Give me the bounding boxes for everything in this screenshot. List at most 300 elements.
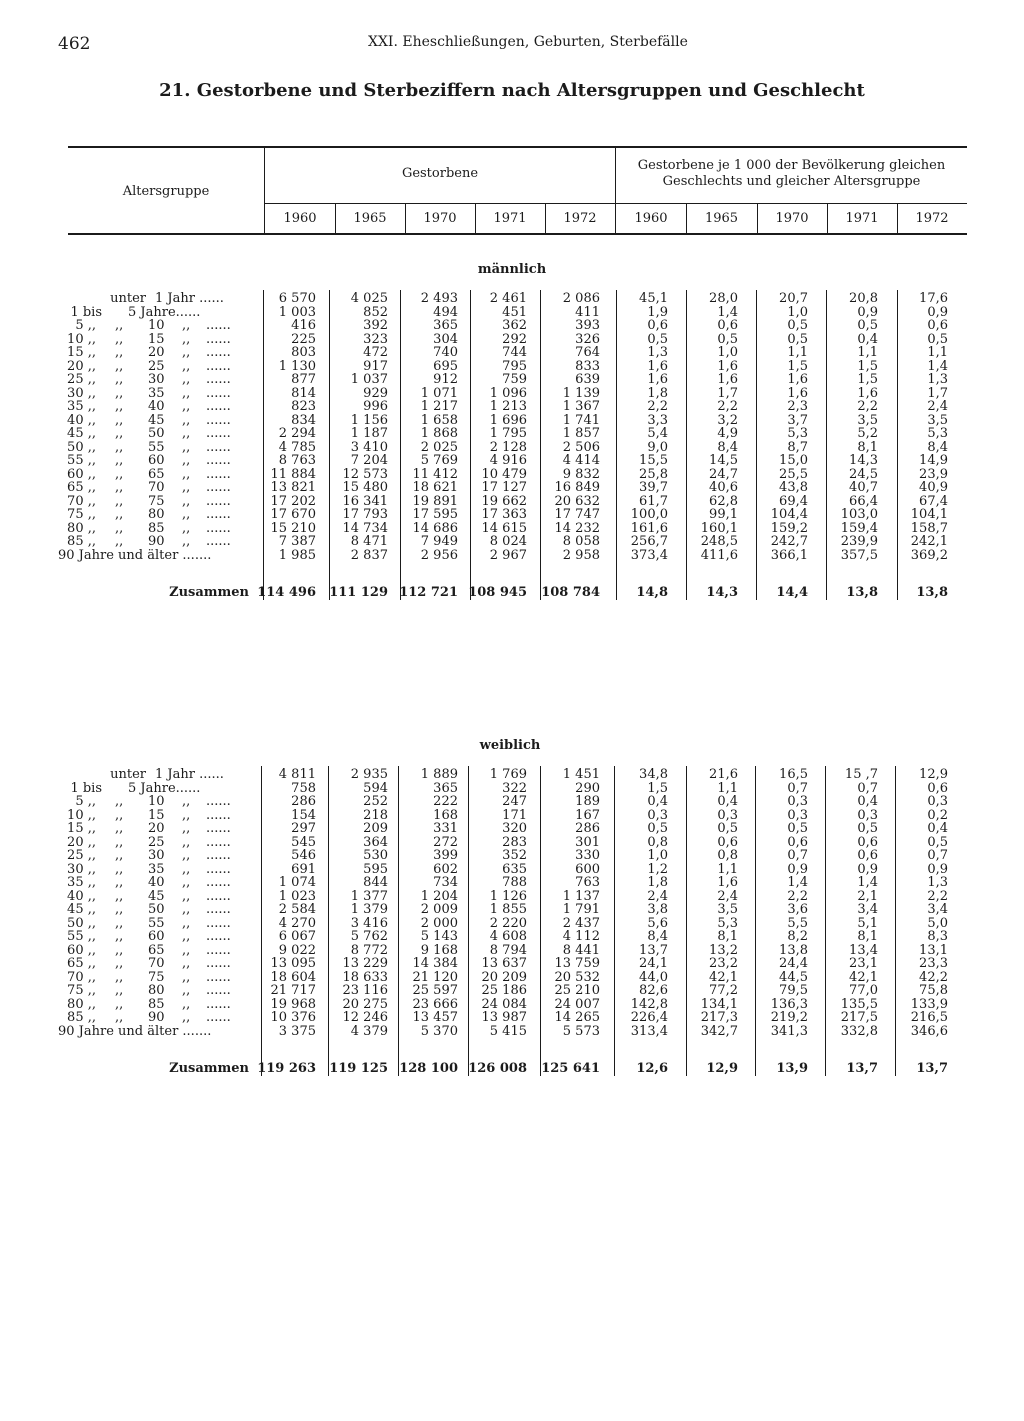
deaths-cell: 814	[291, 385, 316, 401]
age-group-label: ,,	[182, 412, 191, 428]
total-label: Zusammen	[169, 585, 249, 600]
deaths-cell: 222	[433, 794, 458, 809]
rate-cell: 0,3	[857, 807, 878, 823]
age-group-label: ......	[206, 345, 231, 360]
deaths-cell: 1 003	[278, 304, 316, 320]
rate-cell: 0,3	[787, 807, 808, 823]
age-group-label: ......	[206, 821, 231, 836]
age-group-label: 15	[148, 331, 165, 347]
rate-cell: 133,9	[910, 996, 948, 1012]
rate-cell: 5,3	[787, 426, 808, 441]
deaths-cell: 23 666	[412, 996, 458, 1012]
deaths-cell: 996	[363, 399, 388, 414]
rate-cell: 0,6	[787, 834, 808, 850]
rate-cell: 1,9	[647, 304, 668, 320]
total-rate-cell: 12,9	[706, 1061, 738, 1076]
rate-cell: 13,1	[919, 942, 948, 958]
age-group-label: 5 ,,	[75, 794, 96, 809]
deaths-cell: 2 958	[562, 547, 600, 563]
total-deaths-cell: 111 129	[329, 585, 388, 600]
age-group-label: 50	[148, 426, 165, 441]
deaths-cell: 2 294	[278, 426, 316, 441]
table-row	[0, 292, 1024, 306]
deaths-cell: 304	[433, 331, 458, 347]
deaths-cell: 18 621	[412, 480, 458, 495]
deaths-cell: 759	[502, 372, 527, 387]
rate-cell: 0,7	[787, 848, 808, 863]
deaths-cell: 912	[433, 372, 458, 387]
age-group-label: ,,	[115, 372, 124, 387]
age-group-label: ,,	[115, 480, 124, 495]
deaths-cell: 763	[575, 875, 600, 890]
age-group-label: 80 ,,	[67, 520, 96, 536]
age-group-label: 45 ,,	[67, 426, 96, 441]
header-year-deaths: 1972	[563, 211, 597, 226]
age-group-label: 35	[148, 385, 165, 401]
deaths-cell: 7 387	[278, 534, 316, 549]
rate-cell: 160,1	[700, 520, 738, 536]
age-group-label: 10	[148, 318, 165, 333]
running-head: XXI. Eheschließungen, Geburten, Sterbefälle	[368, 34, 688, 50]
age-group-label: ,,	[115, 520, 124, 536]
rate-cell: 159,4	[840, 520, 878, 536]
rate-cell: 3,4	[857, 902, 878, 917]
deaths-cell: 1 074	[278, 875, 316, 890]
rate-cell: 1,7	[927, 385, 948, 401]
deaths-cell: 5 573	[562, 1023, 600, 1039]
deaths-cell: 352	[502, 848, 527, 863]
deaths-cell: 2 956	[420, 547, 458, 563]
age-group-label: 10 ,,	[67, 331, 96, 347]
age-group-label: 60	[148, 929, 165, 944]
age-group-label: 85 ,,	[67, 534, 96, 549]
table-row	[0, 984, 1024, 998]
age-group-label: 40 ,,	[67, 888, 96, 904]
deaths-cell: 322	[502, 780, 527, 796]
header-year-deaths: 1971	[493, 211, 527, 226]
rate-cell: 25,8	[639, 466, 668, 482]
rate-cell: 42,1	[849, 969, 878, 985]
rate-cell: 8,4	[927, 439, 948, 455]
age-group-label: ,,	[115, 956, 124, 971]
deaths-cell: 833	[575, 358, 600, 374]
rate-cell: 1,5	[647, 780, 668, 796]
total-rate-cell: 13,9	[776, 1061, 808, 1076]
rate-cell: 1,0	[787, 304, 808, 320]
age-group-label: 75	[148, 493, 165, 509]
age-group-label: 1 bis	[70, 780, 102, 796]
rate-cell: 2,2	[647, 399, 668, 414]
age-group-label: ,,	[115, 345, 124, 360]
age-group-label: 75	[148, 969, 165, 985]
deaths-cell: 1 889	[420, 767, 458, 782]
rate-cell: 5,2	[857, 426, 878, 441]
header-year-rates: 1965	[704, 211, 739, 226]
deaths-cell: 740	[433, 345, 458, 360]
rate-cell: 14,9	[919, 453, 948, 468]
age-group-label: 20	[148, 821, 165, 836]
table-row	[0, 876, 1024, 890]
rate-cell: 0,6	[927, 780, 948, 796]
age-group-label: ,,	[182, 848, 191, 863]
rate-cell: 366,1	[770, 547, 808, 563]
age-group-label: ,,	[182, 453, 191, 468]
deaths-cell: 877	[291, 372, 316, 387]
rate-cell: 3,8	[647, 902, 668, 917]
rate-cell: 1,0	[647, 848, 668, 863]
deaths-cell: 14 686	[412, 520, 458, 536]
rate-cell: 357,5	[840, 547, 878, 563]
deaths-cell: 1 213	[489, 399, 527, 414]
deaths-cell: 639	[575, 372, 600, 387]
deaths-cell: 364	[363, 834, 388, 850]
age-group-label: ,,	[182, 902, 191, 917]
deaths-cell: 2 935	[350, 767, 388, 782]
rate-cell: 3,3	[647, 412, 668, 428]
rate-cell: 1,4	[787, 875, 808, 890]
table-row	[0, 400, 1024, 414]
rate-cell: 34,8	[639, 767, 668, 782]
deaths-cell: 1 037	[350, 372, 388, 387]
age-group-label: 75 ,,	[67, 983, 96, 998]
rate-cell: 1,6	[647, 358, 668, 374]
age-group-label: ......	[206, 969, 231, 985]
deaths-cell: 14 265	[554, 1010, 600, 1025]
total-rate-cell: 13,7	[916, 1061, 948, 1076]
deaths-cell: 8 471	[350, 534, 388, 549]
age-group-label: ,,	[115, 807, 124, 823]
rate-cell: 24,7	[709, 466, 738, 482]
rate-cell: 2,2	[927, 888, 948, 904]
age-group-label: ,,	[182, 794, 191, 809]
rate-cell: 219,2	[770, 1010, 808, 1025]
age-group-label: 65	[148, 466, 165, 482]
deaths-cell: 5 370	[420, 1023, 458, 1039]
rate-cell: 1,4	[927, 358, 948, 374]
deaths-cell: 530	[363, 848, 388, 863]
rate-cell: 2,2	[787, 888, 808, 904]
deaths-cell: 247	[502, 794, 527, 809]
deaths-cell: 764	[575, 345, 600, 360]
age-group-label: 55	[148, 915, 165, 931]
deaths-cell: 8 441	[562, 942, 600, 958]
deaths-cell: 1 217	[420, 399, 458, 414]
age-group-label: 15	[148, 807, 165, 823]
age-group-label: ,,	[115, 969, 124, 985]
age-group-label: 90	[148, 534, 165, 549]
age-group-label: 65 ,,	[67, 956, 96, 971]
deaths-cell: 545	[291, 834, 316, 850]
deaths-cell: 12 573	[342, 466, 388, 482]
deaths-cell: 286	[291, 794, 316, 809]
deaths-cell: 167	[575, 807, 600, 823]
rate-cell: 15,0	[779, 453, 808, 468]
table-row	[0, 481, 1024, 495]
rate-cell: 15 ,7	[844, 767, 878, 782]
age-group-label: 10	[148, 794, 165, 809]
deaths-cell: 494	[433, 304, 458, 320]
deaths-cell: 635	[502, 861, 527, 877]
deaths-cell: 594	[363, 780, 388, 796]
age-group-label: ,,	[182, 385, 191, 401]
header-year-deaths: 1960	[283, 211, 317, 226]
total-deaths-cell: 114 496	[257, 585, 316, 600]
age-group-label: ,,	[182, 466, 191, 482]
rate-cell: 5,6	[647, 915, 668, 931]
deaths-cell: 1 868	[420, 426, 458, 441]
rate-cell: 24,5	[849, 466, 878, 482]
age-group-label: ,,	[115, 385, 124, 401]
rate-cell: 159,2	[770, 520, 808, 536]
deaths-cell: 330	[575, 848, 600, 863]
rate-cell: 3,5	[857, 412, 878, 428]
deaths-cell: 744	[502, 345, 527, 360]
age-group-label: ,,	[182, 507, 191, 522]
rate-cell: 0,6	[717, 834, 738, 850]
age-group-label: 5 Jahre......	[128, 304, 201, 320]
age-group-label: ......	[206, 807, 231, 823]
rate-cell: 1,1	[857, 345, 878, 360]
rate-cell: 0,7	[787, 780, 808, 796]
age-group-label: ......	[206, 956, 231, 971]
deaths-cell: 6 570	[278, 291, 316, 306]
rate-cell: 8,3	[927, 929, 948, 944]
total-deaths-cell: 119 125	[329, 1061, 388, 1076]
age-group-label: 50	[148, 902, 165, 917]
age-group-label: ......	[206, 902, 231, 917]
rate-cell: 14,3	[849, 453, 878, 468]
rate-cell: 0,5	[787, 821, 808, 836]
header-subrule-deaths	[265, 203, 616, 204]
rate-cell: 1,6	[647, 372, 668, 387]
age-group-label: 70 ,,	[67, 969, 96, 985]
deaths-cell: 2 493	[420, 291, 458, 306]
deaths-cell: 11 412	[412, 466, 458, 482]
table-title: 21. Gestorbene und Sterbeziffern nach Altersgruppen und Geschlecht	[159, 80, 865, 101]
deaths-cell: 17 202	[270, 493, 316, 509]
rate-cell: 44,5	[779, 969, 808, 985]
rate-cell: 0,7	[927, 848, 948, 863]
rate-cell: 1,5	[857, 372, 878, 387]
header-bottom-rule	[68, 233, 967, 235]
rate-cell: 1,6	[717, 372, 738, 387]
age-group-label: ,,	[115, 453, 124, 468]
age-group-label: 85	[148, 520, 165, 536]
table-row	[0, 454, 1024, 468]
table-row	[0, 795, 1024, 809]
deaths-cell: 283	[502, 834, 527, 850]
rate-cell: 1,1	[717, 780, 738, 796]
rate-cell: 2,4	[647, 888, 668, 904]
deaths-cell: 546	[291, 848, 316, 863]
deaths-cell: 1 658	[420, 412, 458, 428]
deaths-cell: 18 633	[342, 969, 388, 985]
rate-cell: 248,5	[700, 534, 738, 549]
age-group-label: ,,	[115, 412, 124, 428]
age-group-label: ,,	[115, 996, 124, 1012]
rate-cell: 5,5	[787, 915, 808, 931]
age-group-label: ,,	[115, 534, 124, 549]
age-group-label: ,,	[115, 942, 124, 958]
rate-cell: 1,6	[717, 358, 738, 374]
deaths-cell: 1 137	[562, 888, 600, 904]
rate-cell: 13,4	[849, 942, 878, 958]
total-rate-cell: 13,8	[846, 585, 878, 600]
age-group-label: ,,	[182, 834, 191, 850]
deaths-cell: 4 379	[350, 1023, 388, 1039]
header-year-rates: 1960	[634, 211, 668, 226]
deaths-cell: 758	[291, 780, 316, 796]
age-group-label: 5 Jahre......	[128, 780, 201, 796]
table-row	[0, 535, 1024, 549]
deaths-cell: 17 127	[481, 480, 527, 495]
deaths-cell: 602	[433, 861, 458, 877]
rate-cell: 79,5	[779, 983, 808, 998]
rate-cell: 0,2	[927, 807, 948, 823]
deaths-cell: 1 696	[489, 412, 527, 428]
age-group-label: ......	[206, 848, 231, 863]
rate-cell: 20,8	[849, 291, 878, 306]
deaths-cell: 1 795	[489, 426, 527, 441]
rate-cell: 40,6	[709, 480, 738, 495]
age-group-label: ,,	[182, 929, 191, 944]
deaths-cell: 13 821	[270, 480, 316, 495]
age-group-label: ,,	[182, 875, 191, 890]
total-rate-cell: 12,6	[636, 1061, 668, 1076]
age-group-label: ,,	[115, 983, 124, 998]
age-group-label: unter	[110, 767, 146, 782]
total-deaths-cell: 119 263	[257, 1061, 316, 1076]
age-group-label: 55 ,,	[67, 929, 96, 944]
deaths-cell: 2 000	[420, 915, 458, 931]
rate-cell: 1,5	[857, 358, 878, 374]
deaths-cell: 852	[363, 304, 388, 320]
deaths-cell: 16 341	[342, 493, 388, 509]
rate-cell: 0,6	[857, 848, 878, 863]
deaths-cell: 20 532	[554, 969, 600, 985]
rate-cell: 16,5	[779, 767, 808, 782]
table-row	[0, 549, 1024, 563]
age-group-label: ,,	[115, 466, 124, 482]
deaths-cell: 1 855	[489, 902, 527, 917]
deaths-cell: 17 793	[342, 507, 388, 522]
rate-cell: 15,5	[639, 453, 668, 468]
age-group-label: ,,	[182, 888, 191, 904]
age-group-label: ......	[206, 507, 231, 522]
deaths-cell: 7 204	[350, 453, 388, 468]
rate-cell: 5,0	[927, 915, 948, 931]
rate-cell: 21,6	[709, 767, 738, 782]
rate-cell: 2,2	[717, 399, 738, 414]
rate-cell: 346,6	[910, 1023, 948, 1039]
age-group-label: ,,	[115, 439, 124, 455]
age-group-label: 75 ,,	[67, 507, 96, 522]
rate-cell: 45,1	[639, 291, 668, 306]
age-group-label: ......	[206, 426, 231, 441]
age-group-label: 30 ,,	[67, 861, 96, 877]
age-group-label: 30 ,,	[67, 385, 96, 401]
deaths-cell: 11 884	[270, 466, 316, 482]
deaths-cell: 290	[575, 780, 600, 796]
header-year-deaths: 1965	[353, 211, 387, 226]
rate-cell: 216,5	[910, 1010, 948, 1025]
age-group-label: 85 ,,	[67, 1010, 96, 1025]
age-group-label: ......	[206, 888, 231, 904]
deaths-cell: 2 506	[562, 439, 600, 455]
rate-cell: 1,6	[717, 875, 738, 890]
deaths-cell: 1 187	[350, 426, 388, 441]
rate-cell: 0,6	[857, 834, 878, 850]
deaths-cell: 168	[433, 807, 458, 823]
rate-cell: 3,5	[717, 902, 738, 917]
age-group-label: ......	[206, 915, 231, 931]
table-row	[0, 1011, 1024, 1025]
deaths-cell: 600	[575, 861, 600, 877]
rate-cell: 3,6	[787, 902, 808, 917]
rate-cell: 61,7	[639, 493, 668, 509]
age-group-label: ,,	[182, 439, 191, 455]
total-row	[0, 586, 1024, 600]
table-row	[0, 427, 1024, 441]
deaths-cell: 393	[575, 318, 600, 333]
age-group-label: 80	[148, 983, 165, 998]
deaths-cell: 18 604	[270, 969, 316, 985]
age-group-label: ,,	[182, 983, 191, 998]
rate-cell: 136,3	[770, 996, 808, 1012]
deaths-cell: 4 811	[278, 767, 316, 782]
deaths-cell: 2 128	[489, 439, 527, 455]
header-year-rates: 1972	[915, 211, 949, 226]
deaths-cell: 4 112	[562, 929, 600, 944]
page-number: 462	[58, 34, 91, 54]
deaths-cell: 12 246	[342, 1010, 388, 1025]
deaths-cell: 13 457	[412, 1010, 458, 1025]
deaths-cell: 331	[433, 821, 458, 836]
total-rate-cell: 14,3	[706, 585, 738, 600]
table-row	[0, 930, 1024, 944]
deaths-cell: 3 375	[278, 1023, 316, 1039]
age-group-label: ,,	[182, 331, 191, 347]
rate-cell: 8,1	[857, 439, 878, 455]
deaths-cell: 9 022	[278, 942, 316, 958]
table-row	[0, 373, 1024, 387]
deaths-cell: 5 415	[489, 1023, 527, 1039]
rate-cell: 217,5	[840, 1010, 878, 1025]
age-group-label: 90	[148, 1010, 165, 1025]
age-group-label: ......	[206, 331, 231, 347]
deaths-cell: 795	[502, 358, 527, 374]
deaths-cell: 1 985	[278, 547, 316, 563]
rate-cell: 100,0	[630, 507, 668, 522]
deaths-cell: 13 637	[481, 956, 527, 971]
rate-cell: 341,3	[770, 1023, 808, 1039]
rate-cell: 0,5	[717, 331, 738, 347]
total-rate-cell: 13,8	[916, 585, 948, 600]
age-group-label: 60	[148, 453, 165, 468]
age-group-label: ,,	[115, 1010, 124, 1025]
age-group-label: 60 ,,	[67, 942, 96, 958]
rate-cell: 24,4	[779, 956, 808, 971]
age-group-label: 20	[148, 345, 165, 360]
rate-cell: 25,5	[779, 466, 808, 482]
deaths-cell: 823	[291, 399, 316, 414]
deaths-cell: 399	[433, 848, 458, 863]
age-group-label: 1 Jahr ......	[155, 291, 224, 306]
total-rate-cell: 13,7	[846, 1061, 878, 1076]
deaths-cell: 20 209	[481, 969, 527, 985]
rate-cell: 5,3	[717, 915, 738, 931]
deaths-cell: 301	[575, 834, 600, 850]
